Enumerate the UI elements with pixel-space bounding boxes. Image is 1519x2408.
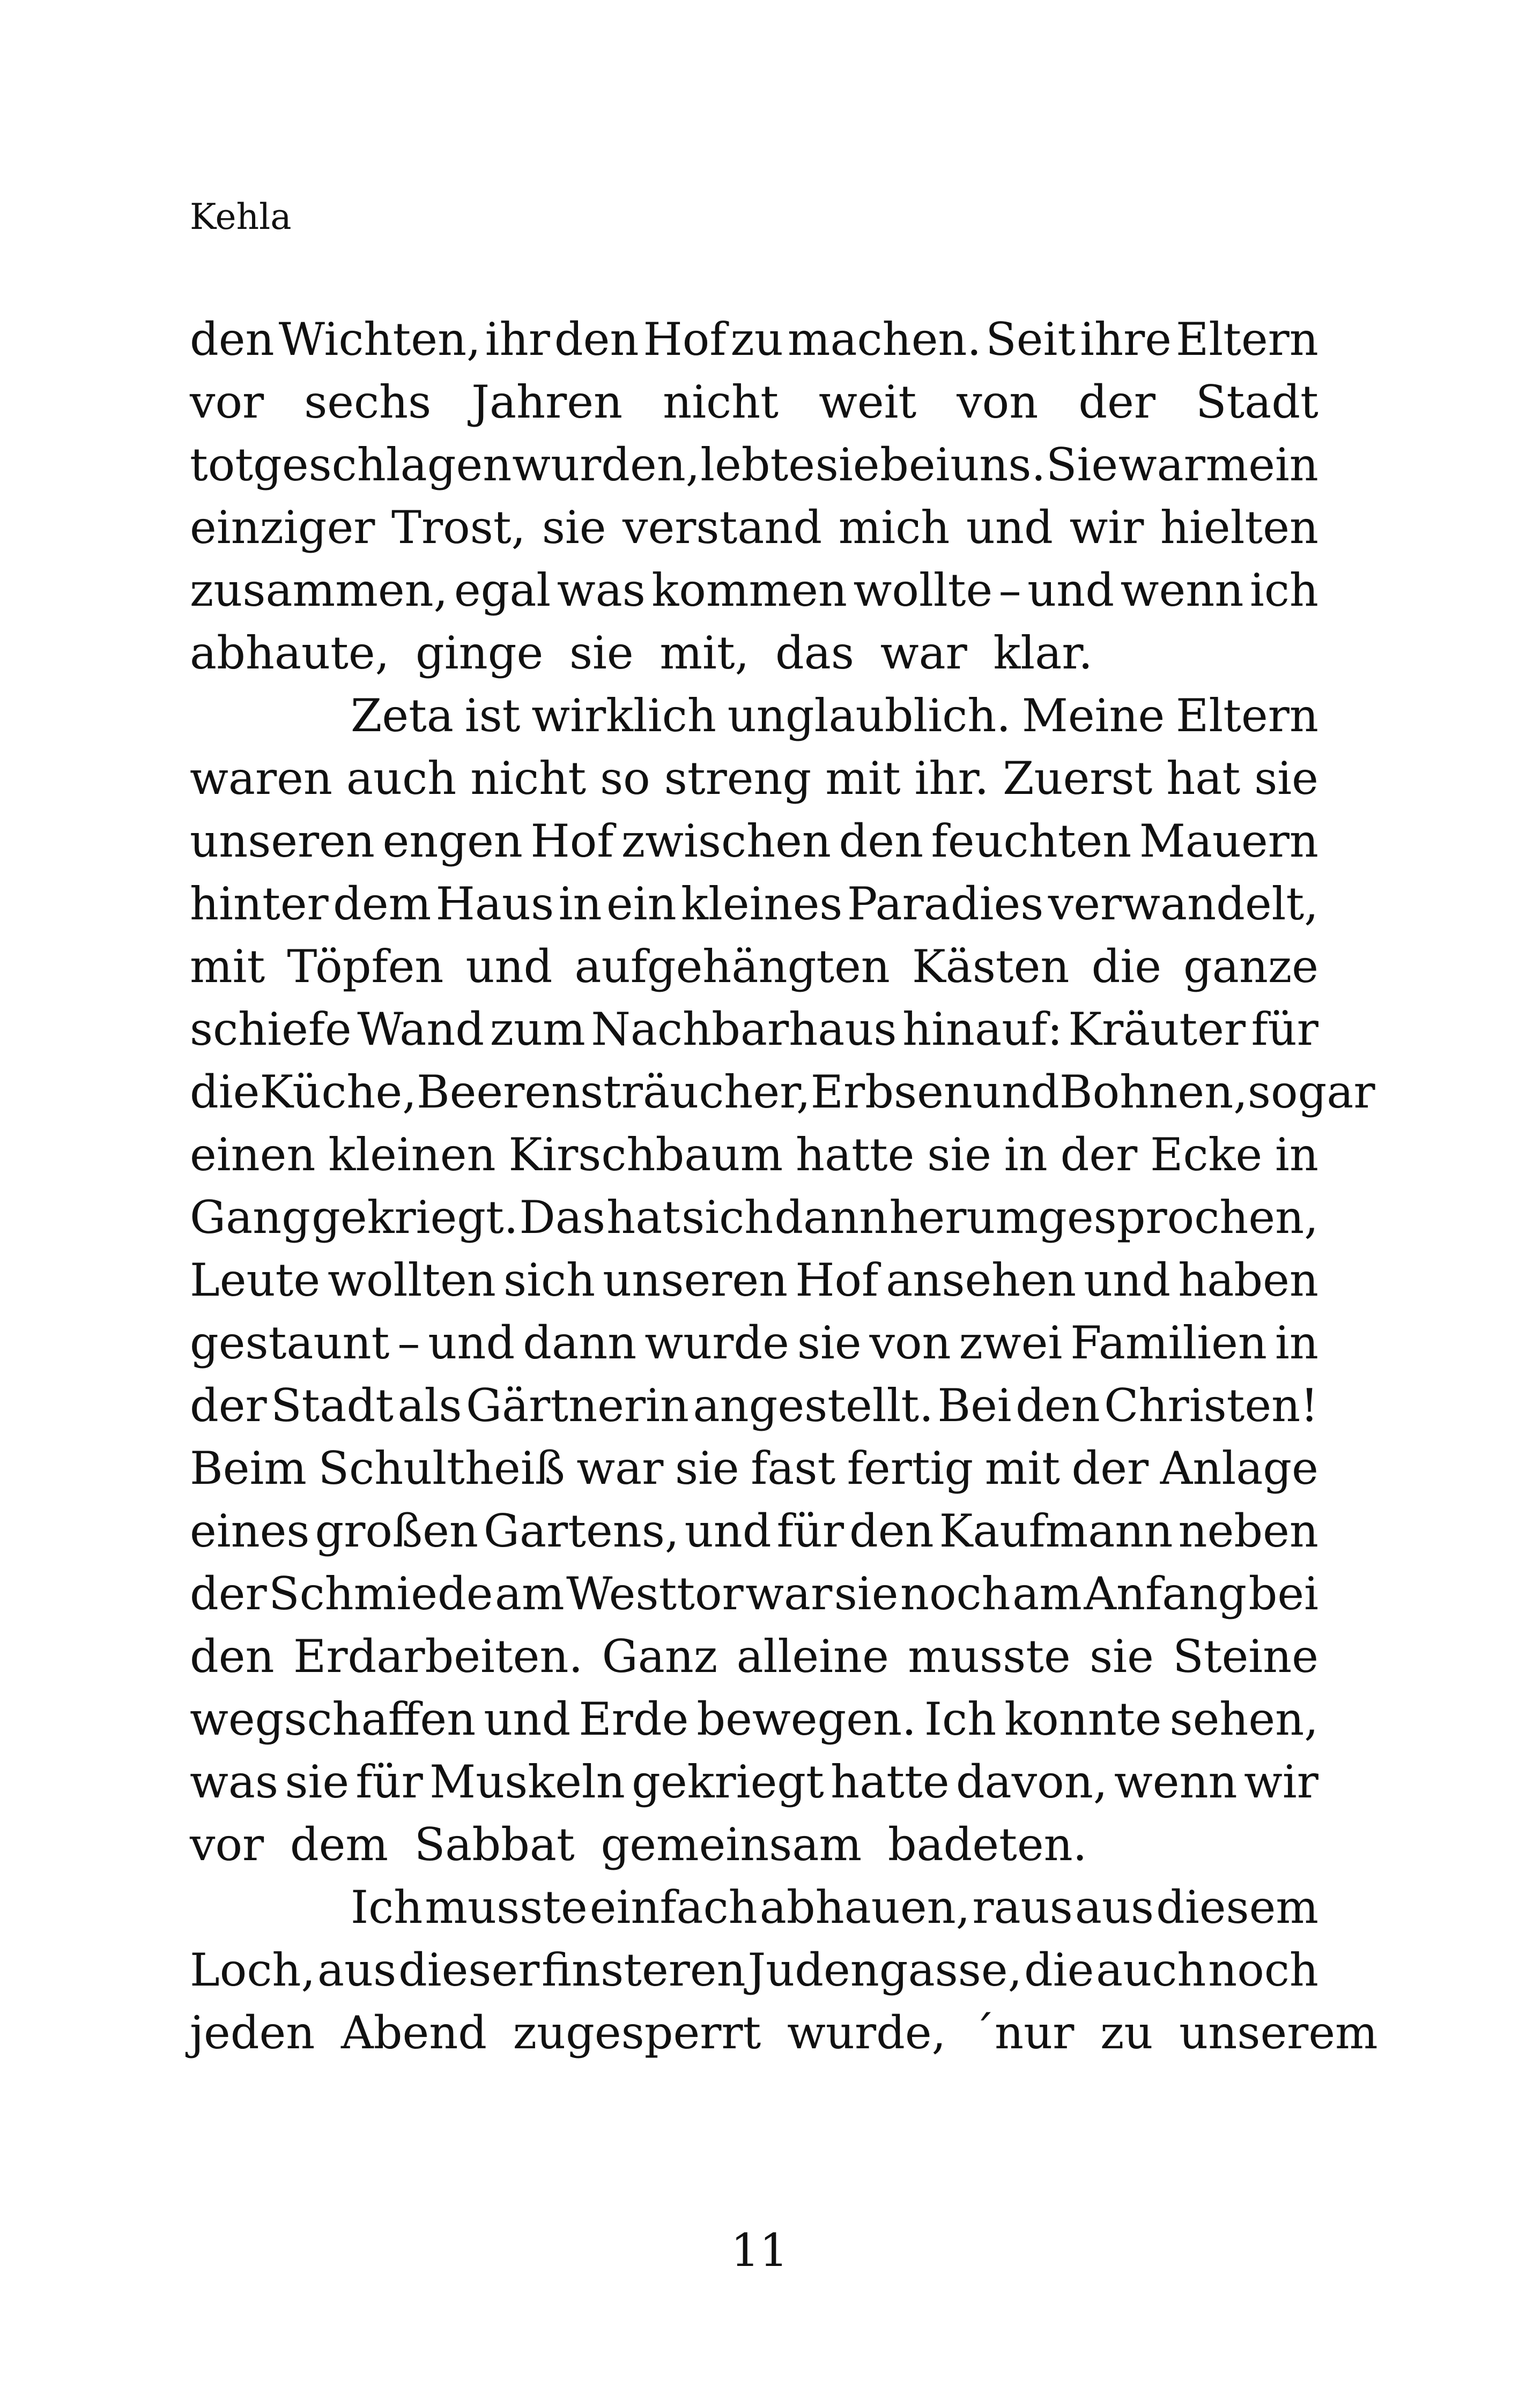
text-line [190, 1312, 1318, 1374]
word: einziger [190, 501, 375, 554]
word: die [190, 1066, 260, 1118]
text-line [190, 1186, 1318, 1249]
word: die [1091, 940, 1161, 993]
text-line [190, 935, 1318, 998]
word: Ecke [1150, 1128, 1263, 1181]
word: sie [927, 1128, 991, 1181]
word: Gang [190, 1191, 311, 1244]
text-line [190, 1500, 1318, 1563]
word: wurde [644, 1317, 789, 1369]
word: wollten [328, 1254, 496, 1306]
word: hielten [1160, 501, 1318, 554]
word: sie [797, 1317, 862, 1369]
word: hatte [795, 1128, 915, 1181]
word: auch [346, 752, 457, 805]
word: Bohnen, [1059, 1066, 1248, 1118]
word: der [1078, 376, 1155, 428]
word: und [966, 501, 1053, 554]
word: ich [1249, 564, 1318, 616]
word: sie [542, 501, 606, 554]
word: musste [425, 1881, 588, 1934]
word: Seit [986, 313, 1076, 366]
text-line [190, 1061, 1375, 1124]
word: Erbsen [810, 1066, 973, 1118]
word: bewegen. [696, 1693, 916, 1745]
word: sie [675, 1442, 739, 1495]
text-line [190, 1939, 1318, 2002]
word: war [745, 1567, 833, 1620]
word: Zuerst [1003, 752, 1153, 805]
word: unseren [190, 815, 375, 867]
word: nicht [663, 376, 779, 428]
word: hinauf: [902, 1003, 1063, 1056]
word: von [957, 376, 1039, 428]
word: gekriegt [632, 1756, 824, 1808]
word: ansehen [886, 1254, 1077, 1306]
word: totgeschlagen [190, 439, 512, 491]
word: klar. [993, 627, 1093, 679]
word: angestellt. [693, 1379, 933, 1432]
word: Jahren [471, 376, 623, 428]
word: war [1118, 439, 1205, 491]
word: Kaufmann [939, 1505, 1173, 1557]
word: ist [464, 689, 521, 742]
word: streng [664, 752, 812, 805]
word: dann [774, 1191, 888, 1244]
word: neben [1178, 1505, 1318, 1557]
word: in [558, 878, 602, 930]
word: noch [1208, 1944, 1318, 1996]
word: ganze [1183, 940, 1318, 993]
word: sogar [1247, 1066, 1375, 1118]
word: schiefe [190, 1003, 352, 1056]
word: Stadt [271, 1379, 394, 1432]
word: dieser [398, 1944, 540, 1996]
word: hat [606, 1191, 681, 1244]
word: wollte [853, 564, 993, 616]
word: lebte [700, 439, 816, 491]
word: den [839, 815, 924, 867]
word: – [998, 564, 1021, 616]
word: wenn [1114, 1756, 1238, 1808]
word: kleines [681, 878, 843, 930]
word: Töpfen [287, 940, 444, 993]
word: finsteren [542, 1944, 746, 1996]
word: Eltern [1176, 689, 1318, 742]
word: zum [490, 1003, 586, 1056]
word: ´nur [972, 2006, 1075, 2059]
word: Küche, [260, 1066, 417, 1118]
word: Hof [530, 815, 614, 867]
word: unserem [1179, 2006, 1378, 2059]
word: mit [825, 752, 901, 805]
text-line [190, 1688, 1318, 1751]
word: Kräuter [1068, 1003, 1246, 1056]
word: aus [1075, 1881, 1154, 1934]
word: Judengasse, [747, 1944, 1022, 1996]
word: gestaunt [190, 1317, 390, 1369]
word: noch [900, 1567, 1011, 1620]
text-line [190, 622, 1318, 685]
text-line [190, 810, 1318, 873]
word: eines [190, 1505, 310, 1557]
word: sie [285, 1756, 350, 1808]
word: vor [190, 376, 264, 428]
word: einfach [589, 1881, 758, 1934]
word: Anfang [1084, 1567, 1247, 1620]
text-line [190, 371, 1318, 434]
word: sechs [304, 376, 432, 428]
word: – [397, 1317, 420, 1369]
word: von [869, 1317, 951, 1369]
word: Hof [643, 313, 727, 366]
word: war [880, 627, 967, 679]
word: fast [751, 1442, 836, 1495]
word: hatte [831, 1756, 950, 1808]
word: wenn [1120, 564, 1244, 616]
word: Trost, [391, 501, 526, 554]
text-line [190, 2002, 1378, 2064]
word: Ich [351, 1881, 423, 1934]
word: wegschaffen [190, 1693, 476, 1745]
word: und [1027, 564, 1115, 616]
word: ginge [416, 627, 544, 679]
word: ihr [485, 313, 550, 366]
word: Nachbarhaus [591, 1003, 897, 1056]
word: raus [972, 1881, 1073, 1934]
word: wirklich [531, 689, 716, 742]
word: gekriegt. [312, 1191, 518, 1244]
word: kleinen [328, 1128, 496, 1181]
word: badeten. [887, 1818, 1087, 1871]
word: mein [1205, 439, 1318, 491]
word: fertig [847, 1442, 974, 1495]
word: für [1251, 1003, 1318, 1056]
word: was [557, 564, 646, 616]
word: zwei [959, 1317, 1063, 1369]
word: ihre [1080, 313, 1172, 366]
word: und [428, 1317, 515, 1369]
word: musste [908, 1630, 1071, 1683]
word: nicht [470, 752, 587, 805]
word: Eltern [1176, 313, 1318, 366]
word: mich [838, 501, 950, 554]
word: sie [834, 1567, 899, 1620]
word: der [1060, 1128, 1138, 1181]
word: Bei [937, 1379, 1012, 1432]
word: davon, [955, 1756, 1108, 1808]
word: Loch, [190, 1944, 316, 1996]
word: wurde, [787, 2006, 946, 2059]
text-line [190, 1437, 1318, 1500]
word: großen [315, 1505, 478, 1557]
word: herumgesprochen, [889, 1191, 1318, 1244]
word: der [190, 1379, 267, 1432]
word: den [1016, 1379, 1100, 1432]
word: unglaublich. [727, 689, 1011, 742]
word: ein [606, 878, 677, 930]
word: das [775, 627, 854, 679]
word: sich [681, 1191, 774, 1244]
word: Mauern [1139, 815, 1318, 867]
word: Schmiede [269, 1567, 493, 1620]
word: für [355, 1756, 423, 1808]
text-line [190, 1249, 1318, 1312]
text-line [190, 1374, 1318, 1437]
word: und [684, 1505, 772, 1557]
word: vor [190, 1818, 264, 1871]
word: mit [984, 1442, 1060, 1495]
word: in [1275, 1317, 1318, 1369]
word: in [1004, 1128, 1048, 1181]
word: am [494, 1567, 565, 1620]
word: mit [190, 940, 265, 993]
word: und [1084, 1254, 1171, 1306]
word: aus [317, 1944, 397, 1996]
word: diesem [1156, 1881, 1318, 1934]
word: am [1012, 1567, 1082, 1620]
word: so [600, 752, 650, 805]
word: wurden, [512, 439, 700, 491]
word: Ganz [602, 1630, 718, 1683]
word: Anlage [1160, 1442, 1318, 1495]
word: und [484, 1693, 571, 1745]
word: Christen! [1104, 1379, 1318, 1432]
word: uns. [950, 439, 1046, 491]
word: den [190, 313, 275, 366]
word: abhauen, [759, 1881, 970, 1934]
word: Sie [1046, 439, 1118, 491]
text-line [190, 308, 1318, 371]
text-line [190, 747, 1318, 810]
word: sich [503, 1254, 596, 1306]
word: mit, [660, 627, 750, 679]
word: verstand [623, 501, 823, 554]
running-header-title: Kehla [190, 196, 292, 237]
word: Leute [190, 1254, 321, 1306]
word: jeden [190, 2006, 315, 2059]
word: Beim [190, 1442, 307, 1495]
word: in [1275, 1128, 1318, 1181]
word: zu [730, 313, 783, 366]
word: Abend [341, 2006, 487, 2059]
word: Familien [1070, 1317, 1267, 1369]
word: Das [519, 1191, 606, 1244]
word: Schultheiß [318, 1442, 565, 1495]
word: zugesperrt [513, 2006, 761, 2059]
word: Beerensträucher, [416, 1066, 811, 1118]
word: der [190, 1567, 267, 1620]
word: dann [523, 1317, 637, 1369]
word: egal [454, 564, 551, 616]
word: aufgehängten [574, 940, 890, 993]
word: Kirschbaum [508, 1128, 783, 1181]
word: Paradies [847, 878, 1044, 930]
text-line [190, 1563, 1318, 1625]
word: Steine [1173, 1630, 1318, 1683]
word: verwandelt, [1048, 878, 1318, 930]
word: Meine [1021, 689, 1165, 742]
word: als [397, 1379, 462, 1432]
word: die [1024, 1944, 1094, 1996]
word: einen [190, 1128, 316, 1181]
text-line [190, 1814, 1318, 1876]
word: alleine [736, 1630, 889, 1683]
word: haben [1178, 1254, 1318, 1306]
text-line [190, 1625, 1318, 1688]
body-text [190, 308, 1378, 2064]
word: bei [1248, 1567, 1318, 1620]
word: Erdarbeiten. [293, 1630, 583, 1683]
word: Zeta [351, 689, 454, 742]
word: ihr. [914, 752, 989, 805]
word: kommen [651, 564, 847, 616]
word: für [776, 1505, 844, 1557]
page-number: 11 [731, 2224, 788, 2277]
word: waren [190, 752, 332, 805]
word: und [465, 940, 553, 993]
word: der [1071, 1442, 1149, 1495]
word: wir [1069, 501, 1144, 554]
word: auch [1096, 1944, 1206, 1996]
word: wir [1243, 1756, 1318, 1808]
word: dem [290, 1818, 389, 1871]
word: sie [1090, 1630, 1154, 1683]
word: sehen, [1169, 1693, 1318, 1745]
word: hinter [190, 878, 329, 930]
word: Westtor [566, 1567, 744, 1620]
word: hat [1166, 752, 1241, 805]
word: Hof [795, 1254, 879, 1306]
text-line [190, 685, 1318, 747]
text-line [190, 559, 1318, 622]
word: Haus [435, 878, 554, 930]
word: den [849, 1505, 934, 1557]
word: feuchten [931, 815, 1132, 867]
word: weit [818, 376, 917, 428]
text-line [190, 873, 1318, 935]
word: und [972, 1066, 1059, 1118]
word: bei [880, 439, 950, 491]
word: machen. [787, 313, 982, 366]
word: zu [1100, 2006, 1153, 2059]
word: sie [1254, 752, 1318, 805]
word: Erde [579, 1693, 689, 1745]
word: war [576, 1442, 664, 1495]
word: dem [333, 878, 432, 930]
word: Sabbat [414, 1818, 575, 1871]
word: Stadt [1195, 376, 1318, 428]
word: den [554, 313, 639, 366]
word: Wichten, [278, 313, 481, 366]
word: gemeinsam [601, 1818, 862, 1871]
word: den [190, 1630, 275, 1683]
text-line [190, 434, 1318, 496]
text-line [190, 1751, 1318, 1814]
word: konnte [1004, 1693, 1162, 1745]
word: engen [382, 815, 523, 867]
text-line [190, 998, 1318, 1061]
word: Muskeln [429, 1756, 625, 1808]
word: unseren [603, 1254, 788, 1306]
text-line [190, 1876, 1318, 1939]
text-line [190, 496, 1318, 559]
word: zusammen, [190, 564, 448, 616]
word: Gartens, [483, 1505, 679, 1557]
word: sie [569, 627, 634, 679]
word: Kästen [912, 940, 1070, 993]
word: abhaute, [190, 627, 390, 679]
word: Gärtnerin [465, 1379, 690, 1432]
word: Ich [924, 1693, 997, 1745]
word: Wand [357, 1003, 485, 1056]
word: zwischen [621, 815, 831, 867]
word: sie [815, 439, 880, 491]
word: was [190, 1756, 279, 1808]
text-line [190, 1124, 1318, 1186]
